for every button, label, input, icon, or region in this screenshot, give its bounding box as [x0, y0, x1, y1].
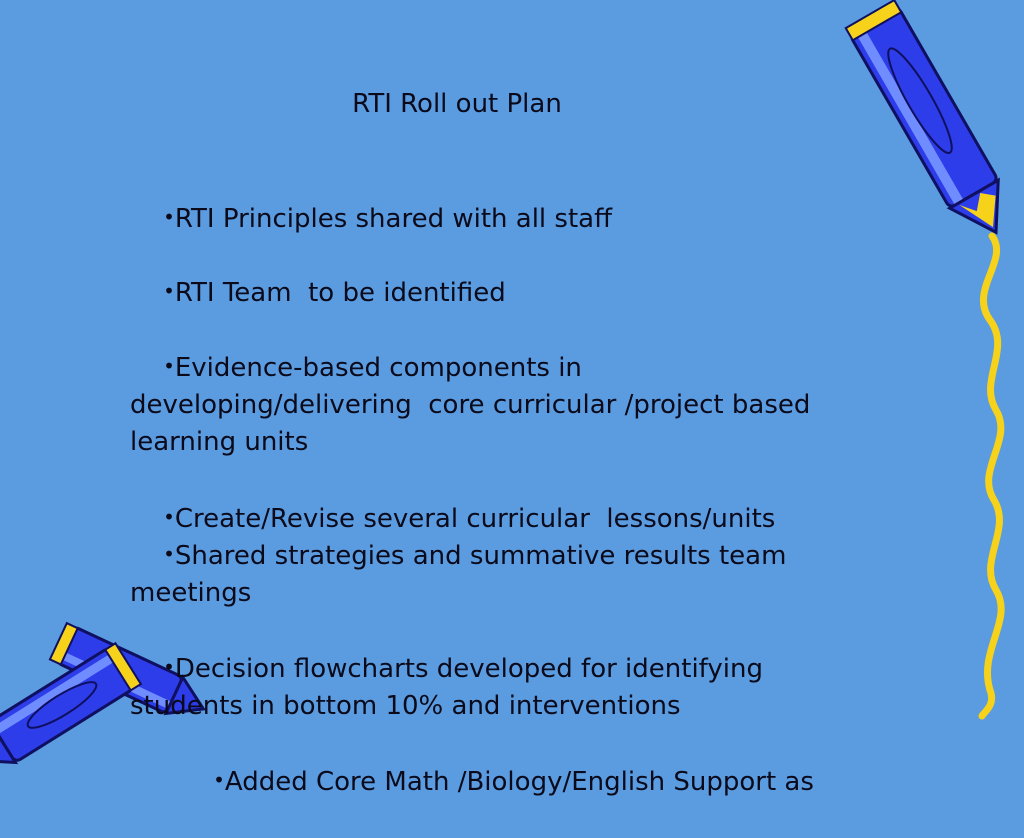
crayon-top-right: [846, 0, 1020, 246]
bullet-mark: •: [163, 655, 175, 679]
bullet-text: RTI Principles shared with all staff: [174, 204, 613, 234]
yellow-squiggle-line: [982, 236, 1001, 716]
bullet-text: Create/Revise several curricular lessons/units: [174, 504, 776, 534]
slide-title: RTI Roll out Plan: [352, 89, 562, 119]
bullet-text: Added Core Math /Biology/English Support as: [224, 767, 814, 797]
bullet-mark: •: [163, 542, 175, 566]
bullet-mark: •: [163, 279, 175, 303]
bullet-mark: •: [163, 505, 175, 529]
bullet-text: Decision flowcharts developed for identifying students in bottom 10% and interventions: [130, 654, 772, 721]
bullet-item: [180, 725, 900, 838]
bullet-text: Evidence-based components in developing/delivering core curricular /project based learning units: [130, 353, 819, 457]
bullet-mark: •: [213, 768, 225, 792]
bullet-text: Shared strategies and summative results team meetings: [130, 541, 795, 608]
bullet-mark: •: [163, 354, 175, 378]
bullet-mark: •: [163, 205, 175, 229]
bullet-text: RTI Team to be identified: [174, 278, 506, 308]
